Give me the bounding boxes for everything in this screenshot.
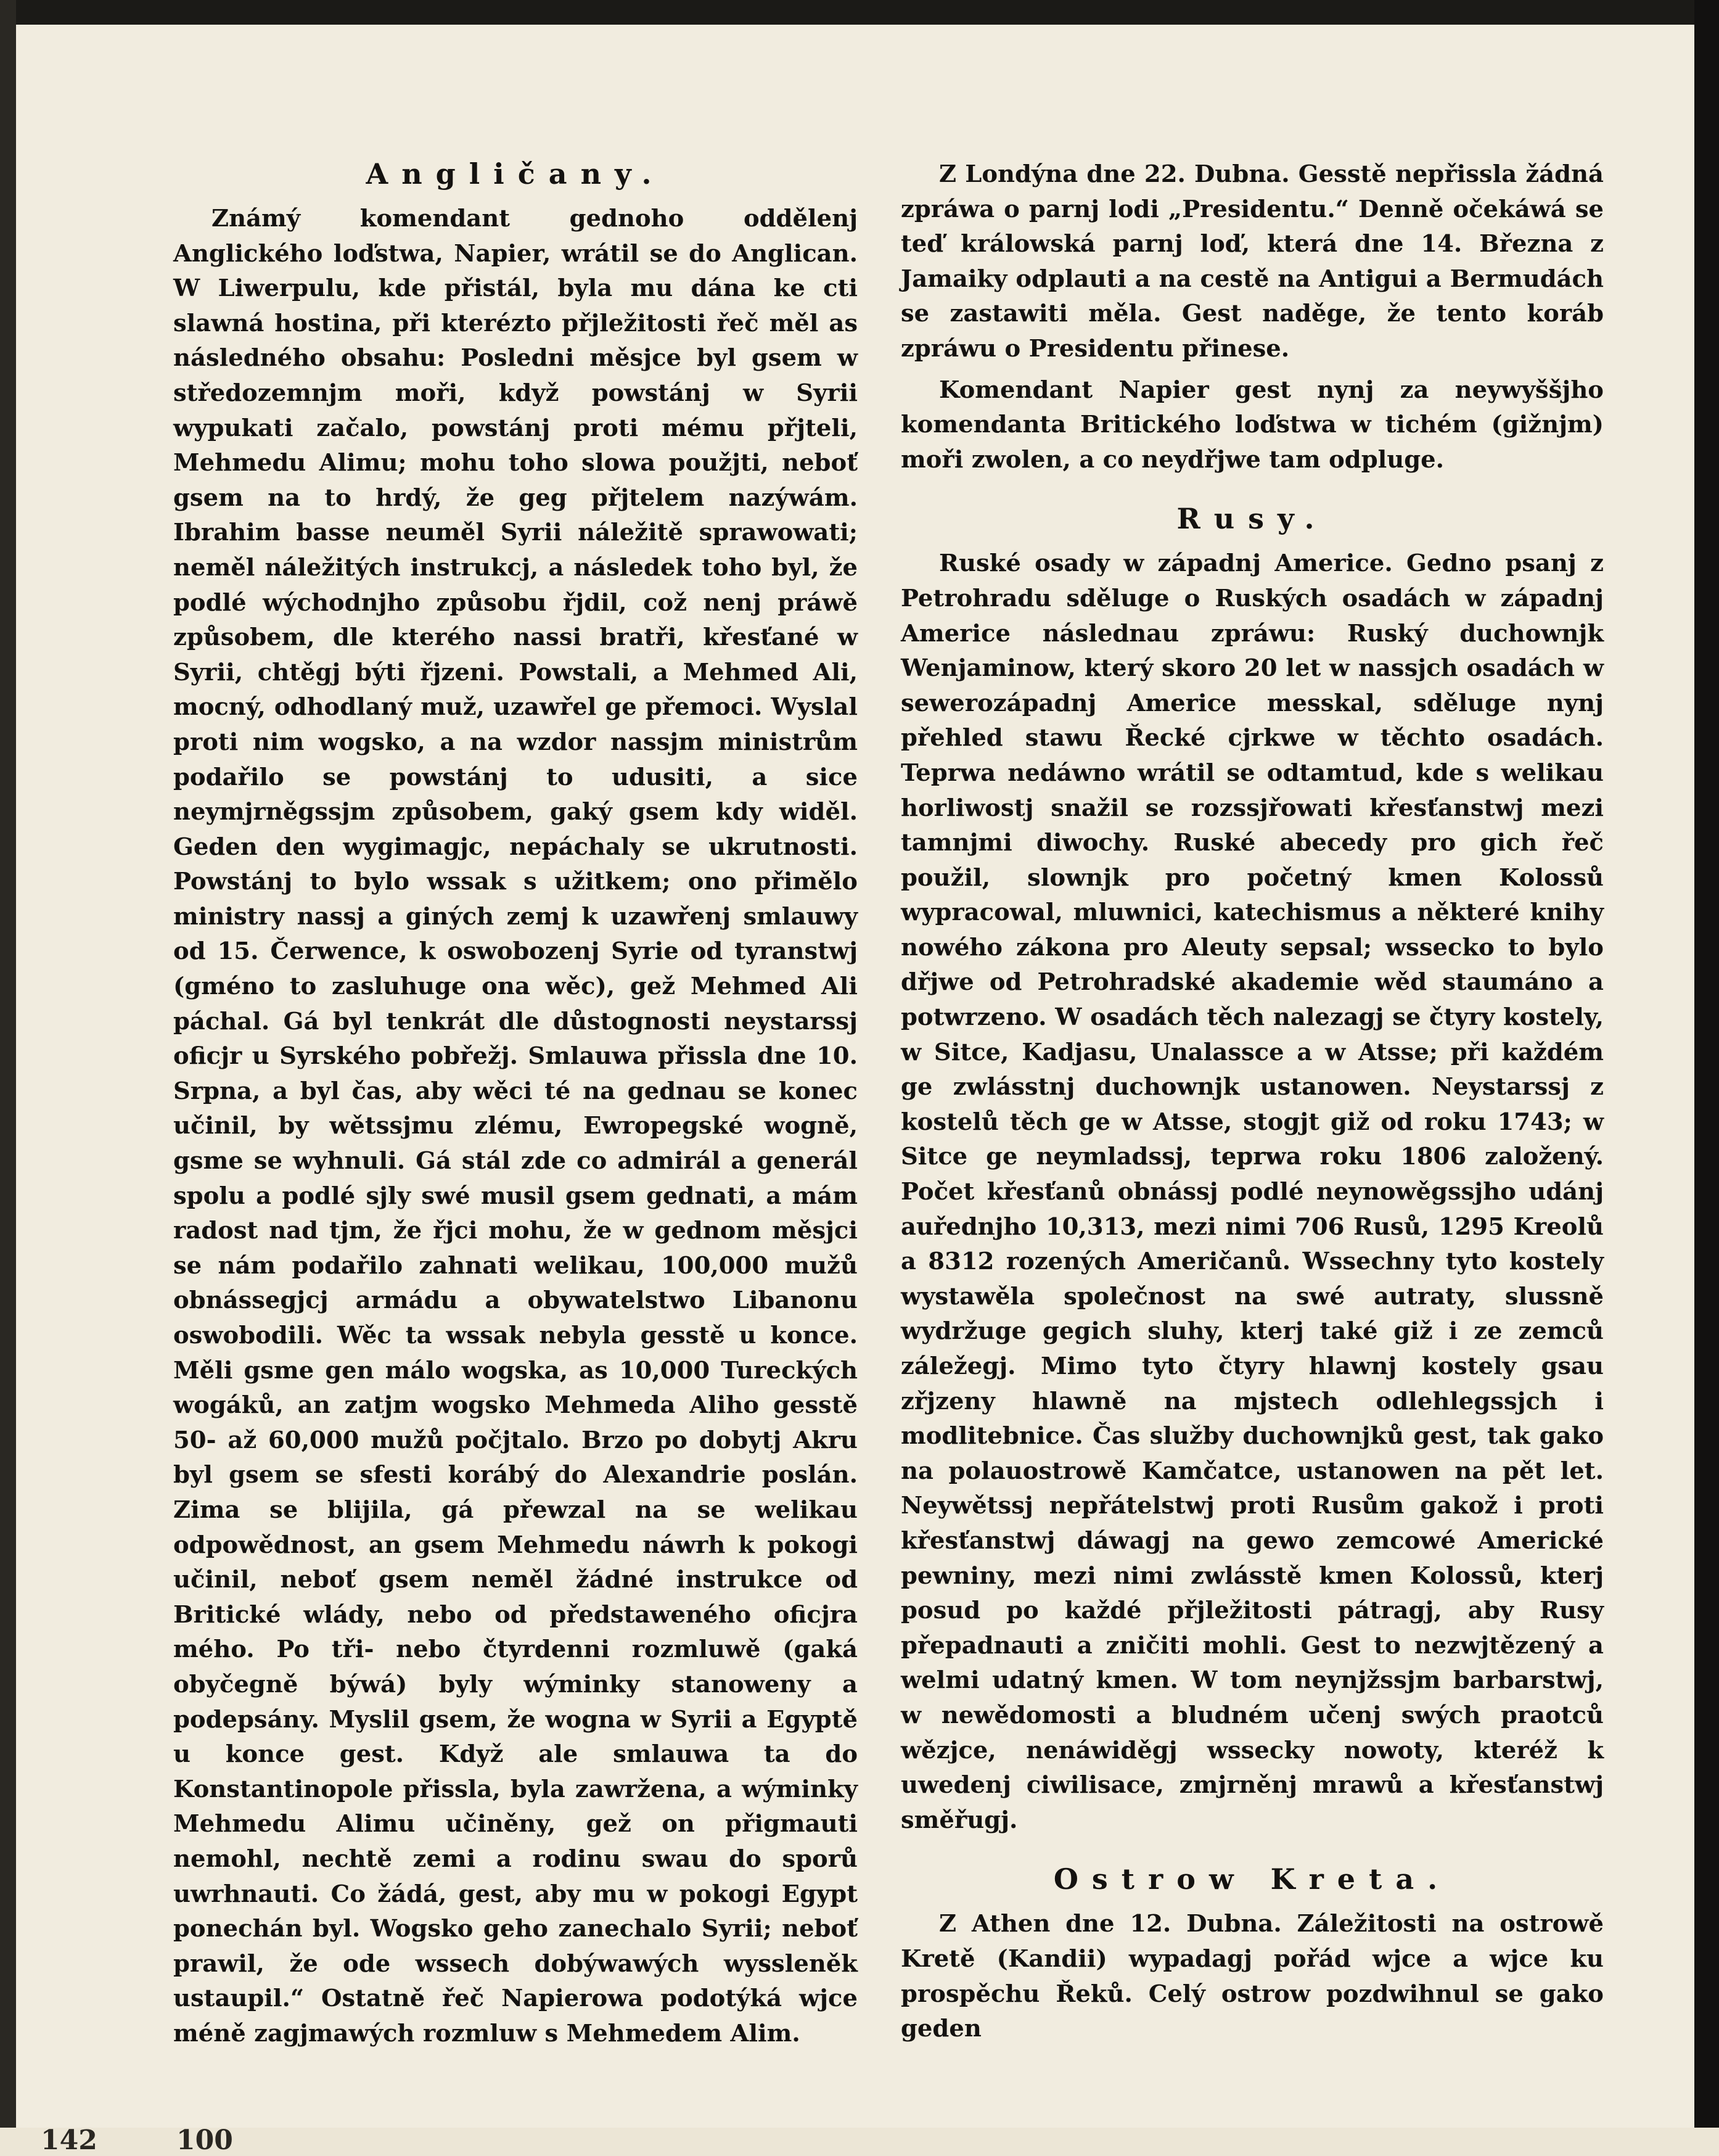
right-column <box>901 133 1604 2053</box>
newspaper-page <box>16 25 1694 2156</box>
section-heading-ostrow-kreta: Ostrow Kreta. <box>1053 1862 1451 1896</box>
left-column <box>173 133 858 2057</box>
section-heading-rusy: Rusy. <box>1176 502 1328 536</box>
article-paragraph: Z Londýna dne 22. Dubna. Gesstě nepřissla žádná zpráwa o parnj lodi „Presidentu.“ Denně očekáwá se teď králowská parnj loď, která dne 14. Března z Jamaiky odplauti a na cestě na Antigui a Bermudách se zastawiti měla. Gest naděge, že tento koráb zpráwu o Presidentu přinese. <box>901 160 1604 363</box>
scan-left-border <box>0 0 16 2128</box>
scan-right-border <box>1694 0 1719 2128</box>
footer-mark-right: 100 <box>176 2125 233 2156</box>
scan-top-border <box>0 0 1719 25</box>
section-heading-anglicany: Angličany. <box>366 157 665 191</box>
article-paragraph: Komendant Napier gest nynj za neywyššjho komendanta Britického loďstwa w tichém (gižnjm) moři zwolen, a co neydřjwe tam odpluge. <box>901 376 1604 474</box>
article-paragraph: Známý komendant gednoho oddělenj Anglického loďstwa, Napier, wrátil se do Anglican. W Liwerpulu, kde přistál, byla mu dána ke cti slawná hostina, při kterézto přjležitosti řeč měl as následného obsahu: Posledni měsjce byl gsem w středozemnjm moři, když powstánj w Syrii wypukati začalo, powstánj proti mému přjteli, Mehmedu Alimu; mohu toho slowa použjti, neboť gsem na to hrdý, že geg přjtelem nazýwám. Ibrahim basse neuměl Syrii náležitě sprawowati; neměl náležitých instrukcj, a následek toho byl, že podlé wýchodnjho způsobu řjdil, což nenj práwě způsobem, dle kterého nassi bratři, křesťané w Syrii, chtěgj býti řjzeni. Powstali, a Mehmed Ali, mocný, odhodlaný muž, uzawřel ge přemoci. Wyslal proti nim wogsko, a na wzdor nassjm ministrům podařilo se powstánj to udusiti, a sice neymjrněgssjm způsobem, gaký gsem kdy widěl. Geden den wygimagjc, nepáchaly se ukrutnosti. Powstánj to bylo wssak s užitkem; ono přimělo ministry nassj a giných zemj k uzawřenj smlauwy od 15. Čerwence, k oswobozenj Syrie od tyranstwj (gméno to zasluhuge ona wěc), gež Mehmed Ali páchal. Gá byl tenkrát dle důstognosti neystarssj oficjr u Syrského pobřežj. Smlauwa přissla dne 10. Srpna, a byl čas, aby wěci té na gednau se konec učinil, by wětssjmu zlému, Ewropegské wogně, gsme se wyhnuli. Gá stál zde co admirál a generál spolu a podlé sjly swé musil gsem gednati, a mám radost nad tjm, že řjci mohu, že w gednom měsjci se nám podařilo zahnati welikau, 100,000 mužů obnássegjcj armádu a obywatelstwo Libanonu oswobodili. Wěc ta wssak nebyla gesstě u konce. Měli gsme gen málo wogska, as 10,000 Tureckých wogáků, an zatjm wogsko Mehmeda Aliho gesstě 50- až 60,000 mužů počjtalo. Brzo po dobytj Akru byl gsem se sfesti korábý do Alexandrie poslán. Zima se blijila, gá přewzal na se welikau odpowědnost, an gsem Mehmedu náwrh k pokogi učinil, neboť gsem neměl žádné instrukce od Britické wlády, nebo od předstaweného oficjra mého. Po tři- nebo čtyrdenni rozmluwě (gaká obyčegně býwá) byly wýminky stanoweny a podepsány. Myslil gsem, že wogna w Syrii a Egyptě u konce gest. Když ale smlauwa ta do Konstantinopole přissla, byla zawržena, a wýminky Mehmedu Alimu učiněny, gež on přigmauti nemohl, nechtě zemi a rodinu swau do sporů uwrhnauti. Co žádá, gest, aby mu w pokogi Egypt ponechán byl. Wogsko geho zanechalo Syrii; neboť prawil, že ode wssech dobýwawých wyssleněk ustaupil.“ Ostatně řeč Napierowa podotýká wjce méně zagjmawých rozmluw s Mehmedem Alim. <box>173 205 858 2047</box>
article-paragraph: Z Athen dne 12. Dubna. Záležitosti na ostrowě Kretě (Kandii) wypadagj pořád wjce a wjce ku prospěchu Řeků. Celý ostrow pozdwihnul se gako geden <box>901 1910 1604 2043</box>
footer-mark-left: 142 <box>41 2125 97 2156</box>
article-paragraph: Ruské osady w západnj Americe. Gedno psanj z Petrohradu sděluge o Ruských osadách w západnj Americe následnau zpráwu: Ruský duchownjk Wenjaminow, který skoro 20 let w nassjch osadách w sewerozápadnj Americe messkal, sděluge nynj přehled stawu Řecké cjrkwe w těchto osadách. Teprwa nedáwno wrátil se odtamtud, kde s welikau horliwostj snažil se rozssjřowati křesťanstwj mezi tamnjmi diwochy. Ruské abecedy pro gich řeč použil, slownjk pro početný kmen Kolossů wypracowal, mluwnici, katechismus a některé knihy nowého zákona pro Aleuty sepsal; wssecko to bylo dřjwe od Petrohradské akademie wěd staumáno a potwrzeno. W osadách těch nalezagj se čtyry kostely, w Sitce, Kadjasu, Unalassce a w Atsse; při každém ge zwlásstnj duchownjk ustanowen. Neystarssj z kostelů těch ge w Atsse, stogjt giž od roku 1743; w Sitce ge neymladssj, teprwa roku 1806 založený. Počet křesťanů obnássj podlé neynowěgssjho udánj auřednjho 10,313, mezi nimi 706 Rusů, 1295 Kreolů a 8312 rozených Američanů. Wssechny tyto kostely wystawěla společnost na swé autraty, slussně wydržuge gegich sluhy, kterj také giž i ze zemců záležegj. Mimo tyto čtyry hlawnj kostely gsau zřjzeny hlawně na mjstech odlehlegssjch i modlitebnice. Čas služby duchownjků gest, tak gako na polauostrowě Kamčatce, ustanowen na pět let. Neywětssj nepřátelstwj proti Rusům gakož i proti křesťanstwj dáwagj na gewo zemcowé Americké pewniny, mezi nimi zwlásstě kmen Kolossů, kterj posud po každé přjležitosti pátragj, aby Rusy přepadnauti a zničiti mohli. Gest to nezwjtězený a welmi udatný kmen. W tom neynjžssjm barbarstwj, w newědomosti a bludném učenj swých praotců wězjce, nenáwiděgj wssecky nowoty, kteréž k uwedenj ciwilisace, zmjrněnj mrawů a křesťanstwj směřugj. <box>901 549 1604 1834</box>
